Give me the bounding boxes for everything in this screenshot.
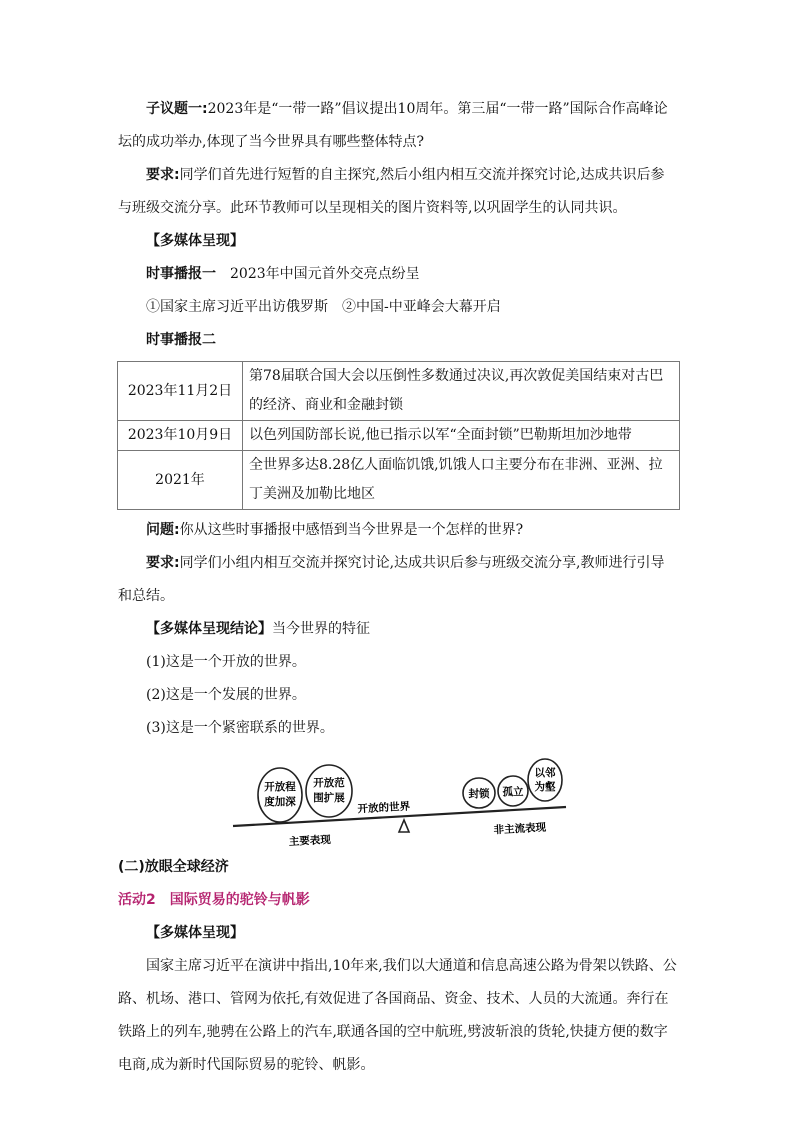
- question-text: 你从这些时事播报中感悟到当今世界是一个怎样的世界?: [179, 522, 524, 538]
- feature-item: (3)这是一个紧密联系的世界。: [146, 720, 334, 736]
- right-bubble: [498, 776, 528, 806]
- conclusion-paragraph: [118, 613, 678, 646]
- left-bubble-line: 开放程: [264, 781, 296, 793]
- topic-text: 2023年是“一带一路”倡议提出10周年。第三届“一带一路”国际合作高峰论坛的成功举办,体现了当今世界具有哪些整体特点?: [118, 101, 668, 150]
- table-cell-text: 以色列国防部长说,他已指示以军“全面封锁”巴勒斯坦加沙地带: [243, 421, 680, 451]
- activity-title: 国际贸易的驼铃与帆影: [169, 892, 310, 908]
- news-brief-1-items: [118, 291, 678, 324]
- left-bubble: [306, 765, 352, 817]
- conclusion-label: 【多媒体呈现结论】: [146, 621, 272, 637]
- left-bubble-line: 开放范: [313, 777, 345, 789]
- requirement-text-1: 同学们首先进行短暂的自主探究,然后小组内相互交流并探究讨论,达成共识后参与班级交流分享。此环节教师可以呈现相关的图片资料等,以巩固学生的认同共识。: [118, 167, 665, 216]
- question-paragraph: [118, 514, 678, 547]
- left-bubble-line: 度加深: [264, 796, 296, 808]
- right-bubble-line: 封锁: [468, 788, 490, 800]
- table-row: [118, 362, 680, 421]
- left-label: 主要表现: [288, 833, 332, 849]
- activity-heading: [118, 884, 678, 917]
- requirement-label-2: 要求:: [146, 555, 180, 571]
- news-item-2: ②中国-中亚峰会大幕开启: [342, 299, 501, 315]
- right-bubble-line: 以邻: [534, 767, 556, 779]
- right-label: 非主流表现: [493, 821, 547, 837]
- table-cell-text: 全世界多达8.28亿人面临饥饿,饥饿人口主要分布在非洲、亚洲、拉丁美洲及加勒比地区: [243, 451, 680, 510]
- table-cell-date: 2023年10月9日: [118, 421, 243, 451]
- table-cell-text: 第78届联合国大会以压倒性多数通过决议,再次敦促美国结束对古巴的经济、商业和金融封锁: [243, 362, 680, 421]
- table-row: [118, 421, 680, 451]
- news-brief-1-label: 时事播报一: [146, 266, 216, 282]
- requirement-paragraph-1: [118, 159, 678, 225]
- topic-paragraph: [118, 93, 678, 159]
- table-row: [118, 451, 680, 510]
- right-bubble-line: 孤立: [502, 786, 524, 798]
- conclusion-text: 当今世界的特征: [272, 621, 370, 637]
- activity-label: 活动2: [118, 892, 156, 908]
- table-cell-date: 2021年: [118, 451, 243, 510]
- news-brief-2-label: 时事播报二: [146, 332, 216, 348]
- feature-item: (1)这是一个开放的世界。: [146, 654, 306, 670]
- requirement-label-1: 要求:: [146, 167, 180, 183]
- right-bubble: [463, 778, 495, 808]
- left-bubble-line: 围扩展: [313, 792, 345, 804]
- question-label: 问题:: [146, 522, 180, 538]
- beam-label: 开放的世界: [357, 800, 411, 816]
- balance-diagram: [118, 749, 678, 849]
- news-table: [117, 361, 680, 510]
- multimedia-heading-1: 【多媒体呈现】: [146, 233, 244, 249]
- requirement-paragraph-2: [118, 547, 678, 613]
- news-brief-1: [118, 258, 678, 291]
- multimedia-heading-2: 【多媒体呈现】: [146, 925, 244, 941]
- requirement-text-2: 同学们小组内相互交流并探究讨论,达成共识后参与班级交流分享,教师进行引导和总结。: [118, 555, 665, 604]
- feature-item: (2)这是一个发展的世界。: [146, 687, 306, 703]
- section-heading: (二)放眼全球经济: [118, 859, 229, 875]
- right-bubble: [528, 759, 562, 801]
- balance-diagram-svg: [118, 749, 678, 849]
- left-bubble: [258, 768, 302, 822]
- news-item-1: ①国家主席习近平出访俄罗斯: [146, 299, 328, 315]
- final-paragraph: 国家主席习近平在演讲中指出,10年来,我们以大通道和信息高速公路为骨架以铁路、公路、机场、港口、管网为依托,有效促进了各国商品、资金、技术、人员的大流通。奔行在铁路上的列车,驰骋在公路上的汽车,联通各国的空中航班,劈波斩浪的货轮,快捷方便的数字电商,成为新时代国际贸易的驼铃、帆影。: [118, 958, 677, 1073]
- table-cell-date: 2023年11月2日: [118, 362, 243, 421]
- topic-label: 子议题一:: [146, 101, 208, 117]
- news-brief-1-title: 2023年中国元首外交亮点纷呈: [230, 266, 420, 282]
- fulcrum-icon: [399, 820, 409, 832]
- right-bubble-line: 为壑: [534, 781, 556, 793]
- document-body: [118, 93, 678, 1082]
